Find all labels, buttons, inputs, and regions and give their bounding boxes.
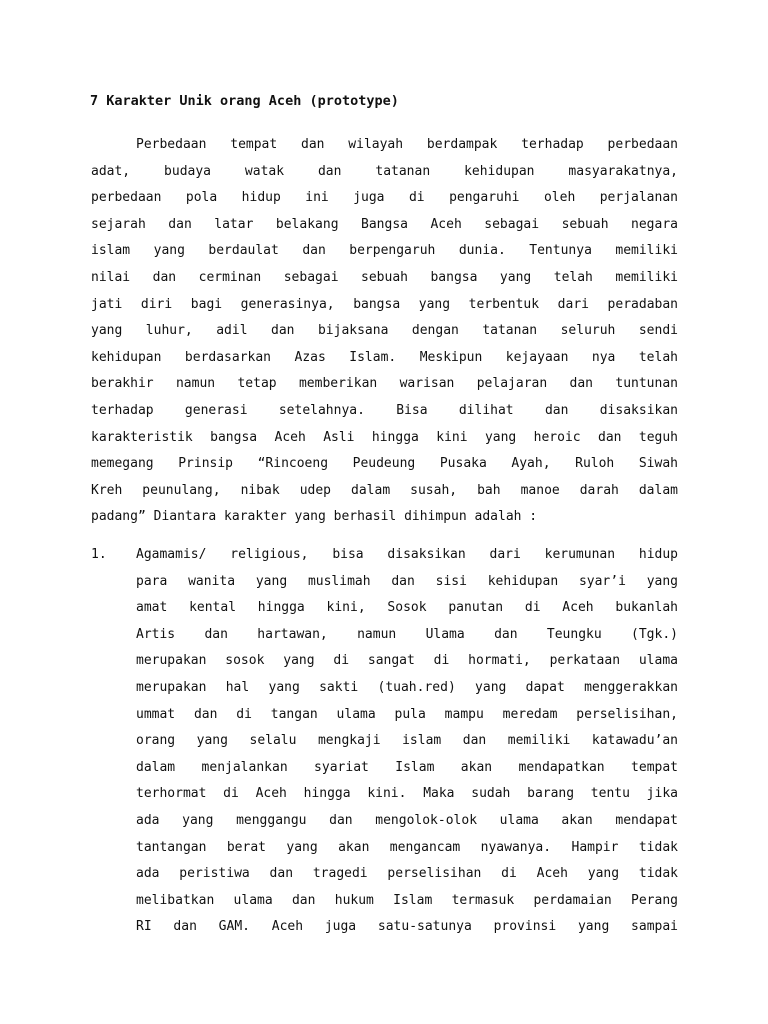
paragraph-line: memegang Prinsip “Rincoeng Peudeung Pusaka Ayah, Ruloh Siwah (91, 456, 678, 472)
list-item-line: terhormat di Aceh hingga kini. Maka sudah barang tentu jika (136, 786, 678, 802)
list-item-line: ada yang menggangu dan mengolok-olok ulama akan mendapat (136, 812, 678, 828)
list-item-line: ada peristiwa dan tragedi perselisihan di Aceh yang tidak (136, 866, 678, 882)
paragraph-line: berakhir namun tetap memberikan warisan pelajaran dan tuntunan (91, 376, 678, 392)
list-item-line: Agamamis/ religious, bisa disaksikan dari kerumunan hidup (136, 547, 678, 562)
intro-paragraph (91, 132, 678, 531)
list-item-line: merupakan sosok yang di sangat di hormati, perkataan ulama (136, 653, 678, 669)
list-item-number: 1. (91, 547, 107, 562)
list-item-text (136, 542, 678, 941)
list-item-line: Artis dan hartawan, namun Ulama dan Teungku (Tgk.) (136, 626, 678, 642)
list-item-line: para wanita yang muslimah dan sisi kehidupan syar’i yang (136, 573, 678, 589)
paragraph-line: adat, budaya watak dan tatanan kehidupan masyarakatnya, (91, 163, 678, 179)
document-title: 7 Karakter Unik orang Aceh (prototype) (90, 93, 399, 109)
paragraph-line: islam yang berdaulat dan berpengaruh dunia. Tentunya memiliki (91, 243, 678, 259)
paragraph-line: perbedaan pola hidup ini juga di pengaruhi oleh perjalanan (91, 190, 678, 206)
list-item-line: orang yang selalu mengkaji islam dan memiliki katawadu’an (136, 733, 678, 749)
list-item-line: RI dan GAM. Aceh juga satu-satunya provinsi yang sampai (136, 919, 678, 935)
list-item-line: ummat dan di tangan ulama pula mampu meredam perselisihan, (136, 706, 678, 722)
paragraph-line: nilai dan cerminan sebagai sebuah bangsa yang telah memiliki (91, 269, 678, 285)
paragraph-line: sejarah dan latar belakang Bangsa Aceh sebagai sebuah negara (91, 216, 678, 232)
paragraph-line: jati diri bagi generasinya, bangsa yang terbentuk dari peradaban (91, 296, 678, 312)
list-item-line: amat kental hingga kini, Sosok panutan di Aceh bukanlah (136, 600, 678, 616)
paragraph-line: kehidupan berdasarkan Azas Islam. Meskipun kejayaan nya telah (91, 349, 678, 365)
paragraph-line: padang” Diantara karakter yang berhasil dihimpun adalah : (91, 509, 538, 525)
list-item-line: dalam menjalankan syariat Islam akan mendapatkan tempat (136, 759, 678, 775)
paragraph-line: karakteristik bangsa Aceh Asli hingga kini yang heroic dan teguh (91, 429, 678, 445)
paragraph-line: yang luhur, adil dan bijaksana dengan tatanan seluruh sendi (91, 323, 678, 339)
paragraph-line: Kreh peunulang, nibak udep dalam susah, bah manoe darah dalam (91, 482, 678, 498)
paragraph-line: Perbedaan tempat dan wilayah berdampak terhadap perbedaan (136, 137, 678, 152)
list-item-line: tantangan berat yang akan mengancam nyawanya. Hampir tidak (136, 839, 678, 855)
list-item-line: merupakan hal yang sakti (tuah.red) yang dapat menggerakkan (136, 679, 678, 695)
list-item-line: melibatkan ulama dan hukum Islam termasuk perdamaian Perang (136, 892, 678, 908)
paragraph-line: terhadap generasi setelahnya. Bisa dilihat dan disaksikan (91, 402, 678, 418)
